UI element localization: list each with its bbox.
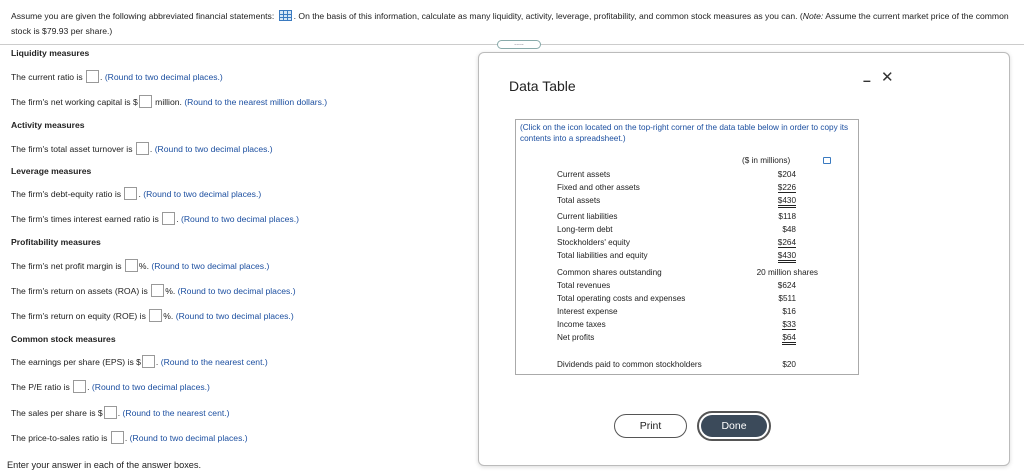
data-table-dialog: [478, 52, 1010, 466]
table-row-label: Total revenues: [557, 281, 611, 290]
question-sales-per-share: The sales per share is $ . (Round to the nearest cent.): [11, 408, 230, 418]
table-row-value: 20 million shares: [756, 268, 818, 277]
table-row-label: Long-term debt: [557, 225, 613, 234]
hint: (Round to two decimal places.): [154, 144, 273, 154]
section-title-common-stock: Common stock measures: [11, 334, 116, 344]
section-title-leverage: Leverage measures: [11, 166, 92, 176]
question-eps: The earnings per share (EPS) is $ . (Round to the nearest cent.): [11, 357, 268, 367]
answer-box-roe[interactable]: [149, 309, 162, 322]
question-net-working-capital: The firm's net working capital is $ million. (Round to the nearest million dollars.): [11, 97, 328, 107]
minimize-icon[interactable]: –: [863, 72, 871, 88]
section-title-profitability: Profitability measures: [11, 237, 101, 247]
hint: (Round to the nearest cent.): [122, 408, 230, 418]
table-row-label: Fixed and other assets: [557, 183, 640, 192]
table-row-label: Common shares outstanding: [557, 268, 662, 277]
table-row-value: $511: [778, 294, 796, 303]
table-instructions: (Click on the icon located on the top-right corner of the data table below in order to copy its contents into a spreadsheet.): [520, 123, 849, 143]
table-row-value: $33: [782, 320, 796, 329]
dialog-title: Data Table: [509, 78, 576, 94]
table-row-label: Current assets: [557, 170, 611, 179]
question-roa: The firm's return on assets (ROA) is %. (Round to two decimal places.): [11, 286, 296, 296]
answer-box-price-to-sales[interactable]: [111, 431, 124, 444]
answer-box-nwc[interactable]: [139, 95, 152, 108]
hint: (Round to two decimal places.): [143, 189, 262, 199]
hint: (Round to two decimal places.): [129, 433, 248, 443]
answer-box-times-interest[interactable]: [162, 212, 175, 225]
table-row-label: Total assets: [557, 196, 601, 205]
question-pe: The P/E ratio is . (Round to two decimal places.): [11, 382, 210, 392]
table-row-value: $430: [778, 251, 796, 263]
table-row-value: $20: [782, 360, 796, 369]
print-button[interactable]: Print: [614, 414, 687, 438]
statement-text: Assume you are given the following abbreviated financial statements:: [11, 11, 275, 21]
table-row-value: $226: [777, 183, 796, 192]
table-row-value: $118: [778, 212, 796, 221]
data-table-box: [515, 119, 859, 375]
problem-statement: [11, 9, 1016, 39]
table-row-label: Net profits: [557, 333, 595, 342]
hint: (Round to the nearest million dollars.): [184, 97, 328, 107]
question-roe: The firm's return on equity (ROE) is %. (Round to two decimal places.): [11, 311, 294, 321]
done-button[interactable]: [697, 411, 771, 441]
question-total-asset-turnover: The firm's total asset turnover is . (Round to two decimal places.): [11, 144, 273, 154]
table-row-value: $204: [777, 170, 796, 179]
table-row-label: Income taxes: [557, 320, 606, 329]
statement-text-3: Assume the current market price of the common stock is $79.93 per share.): [11, 11, 1009, 36]
table-row-label: Total liabilities and equity: [557, 251, 648, 260]
copy-to-spreadsheet-icon[interactable]: [823, 157, 831, 164]
answer-box-asset-turnover[interactable]: [136, 142, 149, 155]
answer-box-roa[interactable]: [151, 284, 164, 297]
answer-box-eps[interactable]: [142, 355, 155, 368]
hint: (Round to two decimal places.): [175, 311, 294, 321]
hint: (Round to the nearest cent.): [160, 357, 268, 367]
table-row-value: $48: [782, 225, 796, 234]
answer-box-sales-per-share[interactable]: [104, 406, 117, 419]
note-label: Note:: [802, 11, 824, 21]
table-row-value: $64: [782, 333, 796, 345]
statement-text-2: . On the basis of this information, calculate as many liquidity, activity, leverage, profitability, and common stock measures as you can. (: [293, 11, 803, 21]
close-icon[interactable]: ✕: [881, 69, 894, 86]
table-row-value: $16: [782, 307, 796, 316]
hint: (Round to two decimal places.): [180, 214, 299, 224]
hint: (Round to two decimal places.): [104, 72, 223, 82]
table-row-value: $264: [777, 238, 796, 247]
table-row-value: $624: [777, 281, 796, 290]
table-row-label: Total operating costs and expenses: [557, 294, 686, 303]
done-button-label: Done: [701, 415, 767, 437]
section-title-activity: Activity measures: [11, 120, 85, 130]
question-times-interest: The firm's times interest earned ratio is . (Round to two decimal places.): [11, 214, 299, 224]
question-debt-equity: The firm's debt-equity ratio is . (Round to two decimal places.): [11, 189, 262, 199]
hint: (Round to two decimal places.): [151, 261, 270, 271]
hint: (Round to two decimal places.): [177, 286, 296, 296]
table-row-label: Dividends paid to common stockholders: [557, 360, 702, 369]
data-table-icon[interactable]: [279, 10, 292, 21]
question-price-to-sales: The price-to-sales ratio is . (Round to two decimal places.): [11, 433, 248, 443]
table-row-label: Stockholders' equity: [557, 238, 631, 247]
table-row-value: $430: [778, 196, 796, 208]
question-net-profit-margin: The firm's net profit margin is %. (Round to two decimal places.): [11, 261, 270, 271]
hint: (Round to two decimal places.): [91, 382, 210, 392]
table-row-label: Interest expense: [557, 307, 618, 316]
table-row-label: Current liabilities: [557, 212, 618, 221]
expand-handle[interactable]: .....: [497, 40, 541, 49]
column-header: ($ in millions): [742, 156, 791, 165]
answer-box-npm[interactable]: [125, 259, 138, 272]
answer-box-debt-equity[interactable]: [124, 187, 137, 200]
section-title-liquidity: Liquidity measures: [11, 48, 90, 58]
answer-box-current-ratio[interactable]: [86, 70, 99, 83]
footer-instruction: Enter your answer in each of the answer boxes.: [7, 460, 202, 470]
question-current-ratio: The current ratio is . (Round to two decimal places.): [11, 72, 223, 82]
answer-box-pe[interactable]: [73, 380, 86, 393]
